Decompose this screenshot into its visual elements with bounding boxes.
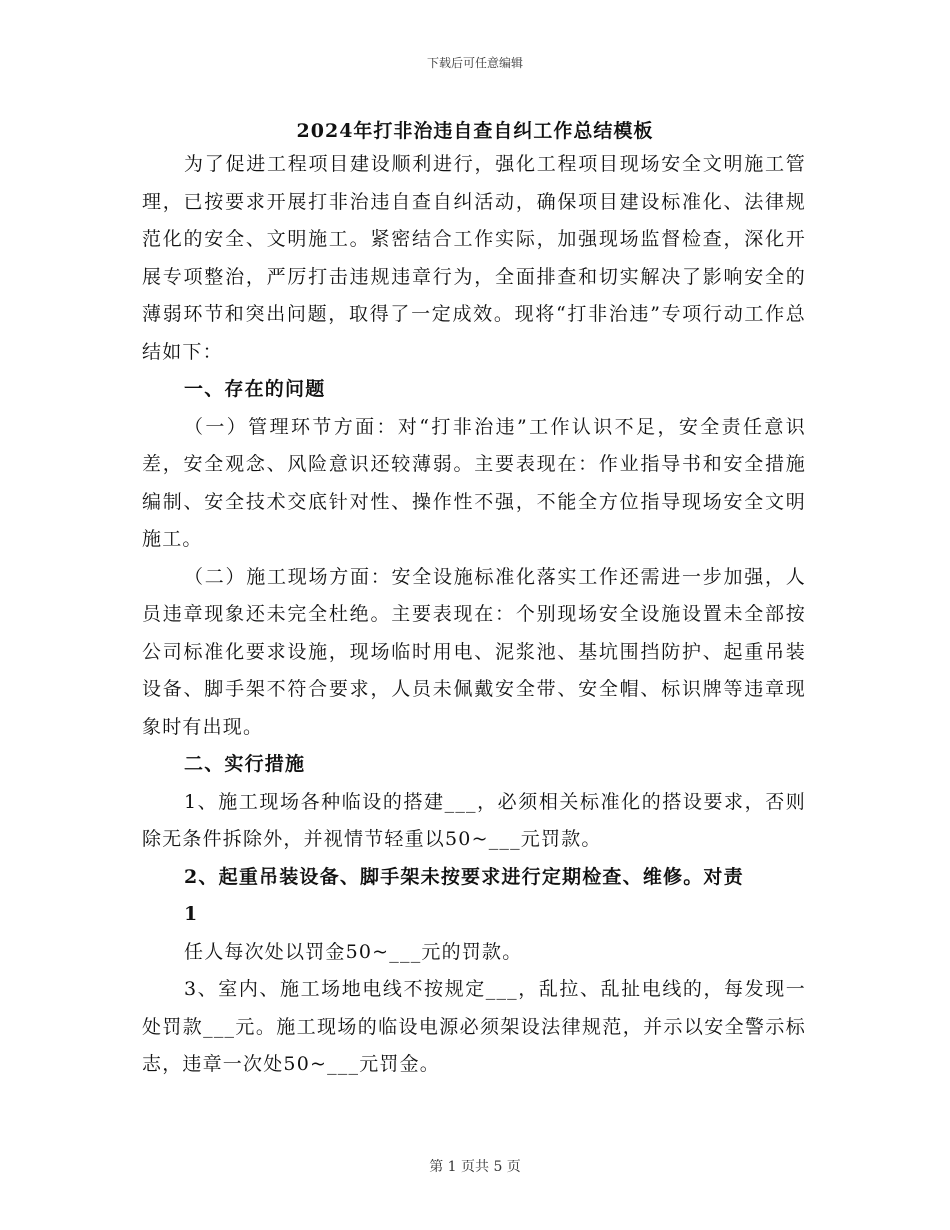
intro-paragraph: 为了促进工程项目建设顺利进行，强化工程项目现场安全文明施工管理，已按要求开展打非治违自查自纠活动，确保项目建设标准化、法律规范化的安全、文明施工。紧密结合工作实际，加强现场监督检查，深化开展专项整治，严厉打击违规违章行为，全面排查和切实解决了影响安全的薄弱环节和突出问题，取得了一定成效。现将“打非治违”专项行动工作总结如下：: [142, 153, 806, 363]
paragraph-management: （一）管理环节方面：对“打非治违”工作认识不足，安全责任意识差，安全观念、风险意识还较薄弱。主要表现在：作业指导书和安全措施编制、安全技术交底针对性、操作性不强，不能全方位指导现场安全文明施工。: [142, 415, 806, 550]
document-title: 2024年打非治违自查自纠工作总结模板: [296, 120, 654, 142]
page-break-marker: 1: [184, 903, 199, 925]
measure-item-3: 3、室内、施工场地电线不按规定___，乱拉、乱扯电线的，每发现一处罚款___元。施工现场的临设电源必须架设法律规范，并示以安全警示标志，违章一次处50~___元罚金。: [142, 978, 806, 1075]
page-header-note: 下载后可任意编辑: [426, 56, 523, 70]
measure-item-1: 1、施工现场各种临设的搭建___，必须相关标准化的搭设要求，否则除无条件拆除外，并视情节轻重以50~___元罚款。: [142, 790, 806, 850]
section-heading-measures: 二、实行措施: [184, 753, 306, 775]
section-heading-problems: 一、存在的问题: [184, 378, 326, 400]
document-body: [142, 146, 806, 1084]
page-footer: 第 1 页共 5 页: [429, 1159, 521, 1175]
measure-item-2: 2、起重吊装设备、脚手架未按要求进行定期检查、维修。对责: [184, 865, 744, 888]
measure-item-2-continued: 任人每次处以罚金50~___元的罚款。: [184, 940, 523, 963]
paragraph-site: （二）施工现场方面：安全设施标准化落实工作还需进一步加强，人员违章现象还未完全杜绝。主要表现在：个别现场安全设施设置未全部按公司标准化要求设施，现场临时用电、泥浆池、基坑围挡防护、起重吊装设备、脚手架不符合要求，人员未佩戴安全带、安全帽、标识牌等违章现象时有出现。: [142, 565, 806, 738]
